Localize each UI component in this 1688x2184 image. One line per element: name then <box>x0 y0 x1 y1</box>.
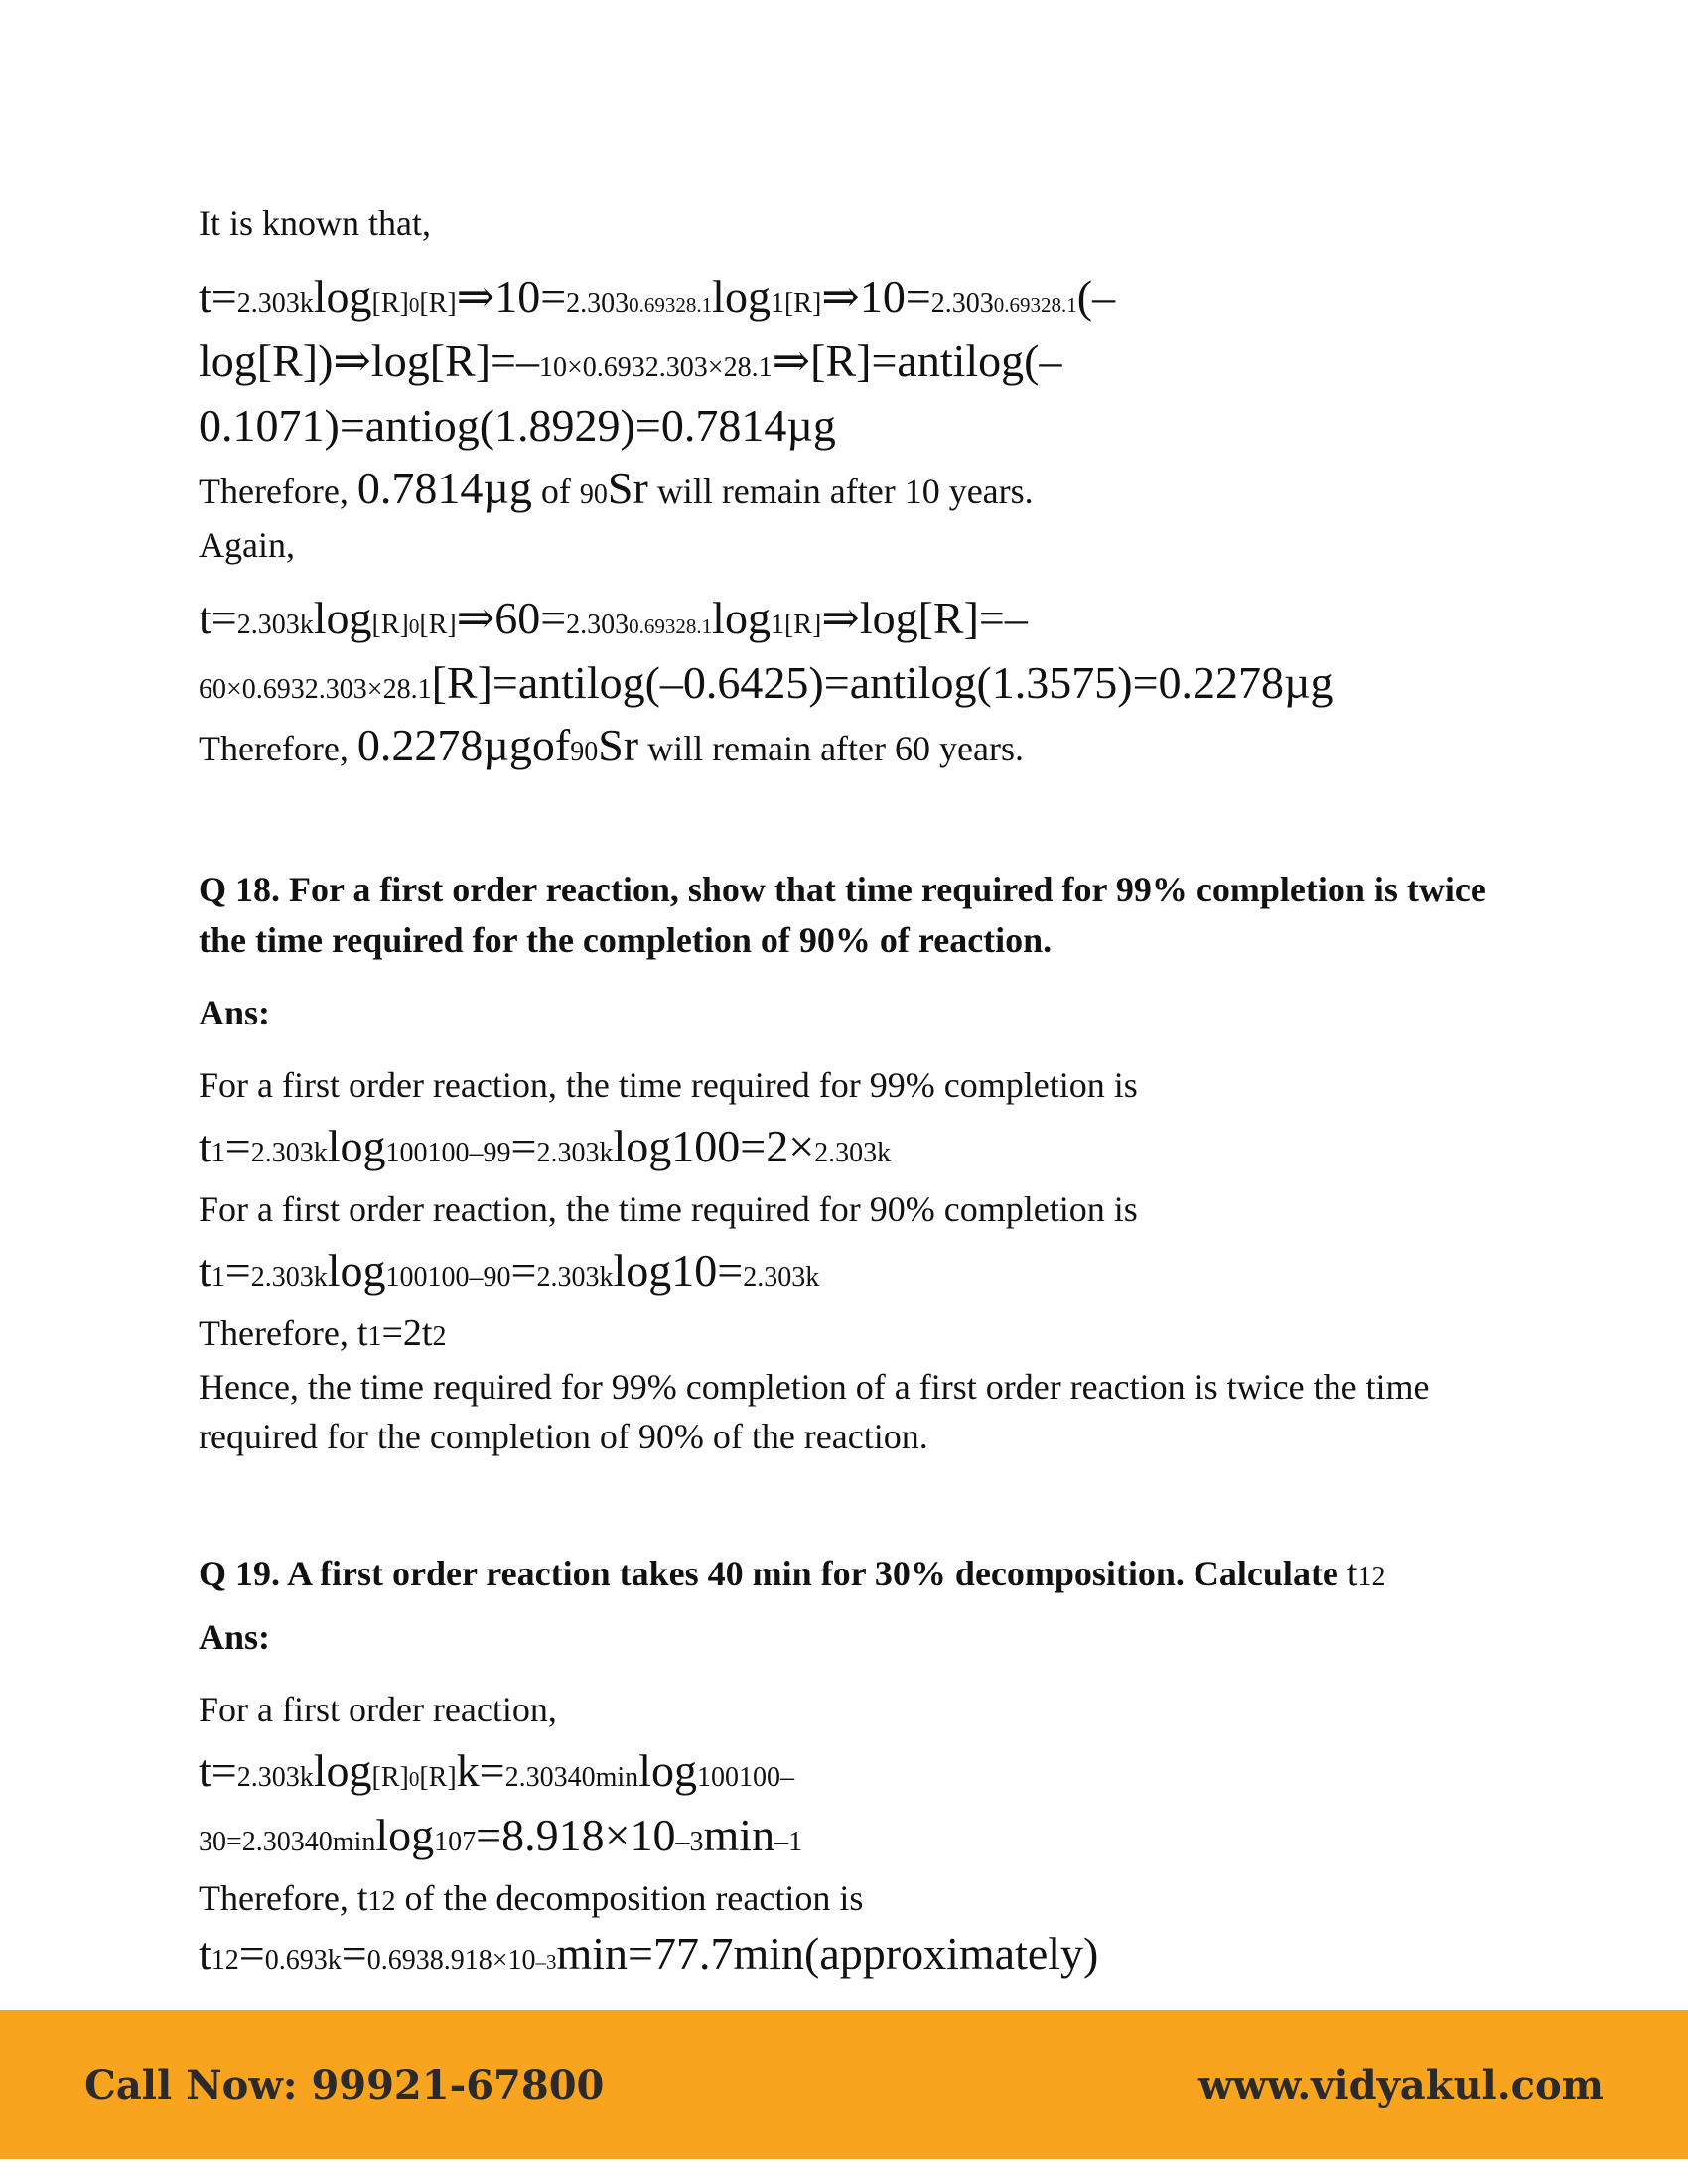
q19-statement: For a first order reaction, <box>199 1690 557 1729</box>
q18-conclusion: Hence, the time required for 99% completion of a first order reaction is twice the time required for the completion of 90% of the reaction. <box>199 1367 1430 1456</box>
equation-line: 60×0.6932.303×28.1[R]=antilog(–0.6425)=antilog(1.3575)=0.2278µg <box>199 657 1334 708</box>
q18-statement-99: For a first order reaction, the time required for 99% completion is <box>199 1065 1138 1105</box>
q18-equation-90: t1=2.303klog100100–90=2.303klog10=2.303k <box>199 1245 820 1296</box>
call-now-text[interactable]: Call Now: 99921-67800 <box>84 2061 605 2109</box>
q18-equation-99: t1=2.303klog100100–99=2.303klog100=2×2.303k <box>199 1121 892 1171</box>
answer-label: Ans: <box>199 1617 271 1657</box>
equation-block-2 <box>199 592 1489 721</box>
equation-block-1 <box>199 270 1489 464</box>
equation-line: 0.1071)=antiog(1.8929)=0.7814µg <box>199 400 836 451</box>
answer-label: Ans: <box>199 993 271 1032</box>
website-link[interactable]: www.vidyakul.com <box>1197 2061 1604 2109</box>
q19-equation <box>199 1744 1489 1873</box>
equation-line: log[R])⇒log[R]=–10×0.6932.303×28.1⇒[R]=antilog(– <box>199 336 1062 386</box>
footer-banner <box>0 2010 1688 2159</box>
result-10-years: Therefore, 0.7814µg of 90Sr will remain after 10 years. <box>199 463 1034 513</box>
q19-final-equation: t12=0.693k=0.6938.918×10–3min=77.7min(approximately) <box>199 1928 1099 1979</box>
document-body <box>199 199 1489 1991</box>
result-60-years: Therefore, 0.2278µgof90Sr will remain after 60 years. <box>199 720 1024 770</box>
again-label: Again, <box>199 525 295 565</box>
q19-therefore: Therefore, t12 of the decomposition reaction is <box>199 1877 864 1919</box>
question-19: Q 19. A first order reaction takes 40 min for 30% decomposition. Calculate t12 <box>199 1553 1386 1594</box>
equation-line: 30=2.30340minlog107=8.918×10–3min–1 <box>199 1810 803 1860</box>
q18-therefore: Therefore, t1=2t2 <box>199 1312 447 1354</box>
equation-line: t=2.303klog[R]0[R]⇒60=2.3030.69328.1log1[R]⇒log[R]=– <box>199 593 1028 643</box>
q18-statement-90: For a first order reaction, the time required for 90% completion is <box>199 1189 1138 1229</box>
known-intro: It is known that, <box>199 204 431 243</box>
equation-line: t=2.303klog[R]0[R]⇒10=2.3030.69328.1log1[R]⇒10=2.3030.69328.1(– <box>199 271 1116 322</box>
equation-line: t=2.303klog[R]0[R]k=2.30340minlog100100– <box>199 1745 794 1796</box>
question-18: Q 18. For a first order reaction, show that time required for 99% completion is twice the time required for the completion of 90% of reaction. <box>199 870 1486 960</box>
